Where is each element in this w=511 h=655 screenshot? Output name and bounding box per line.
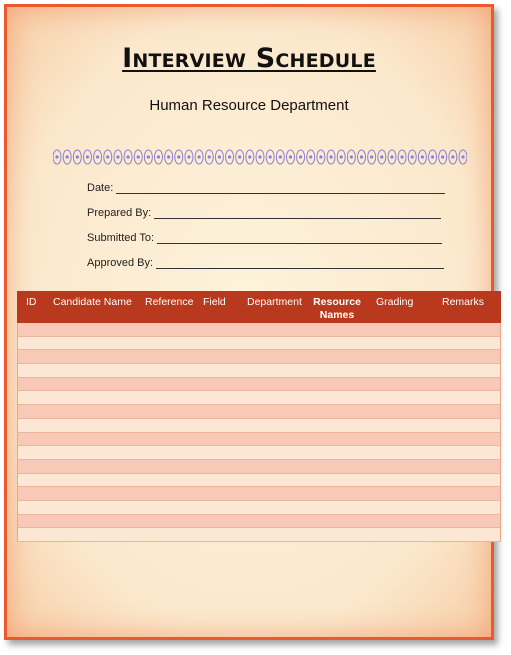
document-subtitle: Human Resource Department	[149, 97, 349, 114]
header-department: Department	[247, 296, 302, 308]
header-id: ID	[26, 296, 37, 308]
table-row	[18, 474, 500, 488]
table-row	[18, 364, 500, 378]
table-row	[18, 528, 500, 542]
decorative-divider	[53, 147, 467, 167]
table-row	[18, 337, 500, 351]
table-body	[17, 323, 501, 542]
submitted-to-label: Submitted To:	[87, 232, 155, 244]
header-resource-line2: Names	[319, 309, 355, 321]
header-candidate-name: Candidate Name	[53, 296, 132, 308]
header-resource-names	[313, 296, 361, 322]
table-row	[18, 391, 500, 405]
prepared-by-label: Prepared By:	[87, 207, 152, 219]
table-row	[18, 433, 500, 447]
header-reference: Reference	[145, 296, 194, 308]
prepared-by-field[interactable]	[87, 203, 441, 219]
table-row	[18, 323, 500, 337]
table-row	[18, 487, 500, 501]
table-header	[17, 291, 501, 323]
submitted-to-field[interactable]	[87, 228, 442, 244]
header-resource-line1: Resource	[313, 296, 361, 308]
table-row	[18, 501, 500, 515]
table-row	[18, 350, 500, 364]
approved-by-field[interactable]	[87, 253, 444, 269]
header-field: Field	[203, 296, 226, 308]
date-line[interactable]	[116, 181, 445, 194]
header-remarks: Remarks	[442, 296, 485, 308]
prepared-by-line[interactable]	[154, 206, 441, 219]
date-label: Date:	[87, 182, 114, 194]
table-row	[18, 460, 500, 474]
table-row	[18, 446, 500, 460]
table-row	[18, 419, 500, 433]
table-row	[18, 378, 500, 392]
header-grading: Grading	[376, 296, 414, 308]
table-row	[18, 515, 500, 529]
document-title: Interview Schedule	[122, 43, 376, 74]
date-field[interactable]	[87, 178, 445, 194]
submitted-to-line[interactable]	[157, 231, 442, 244]
approved-by-label: Approved By:	[87, 257, 154, 269]
document-page	[4, 4, 494, 640]
approved-by-line[interactable]	[156, 256, 444, 269]
table-row	[18, 405, 500, 419]
